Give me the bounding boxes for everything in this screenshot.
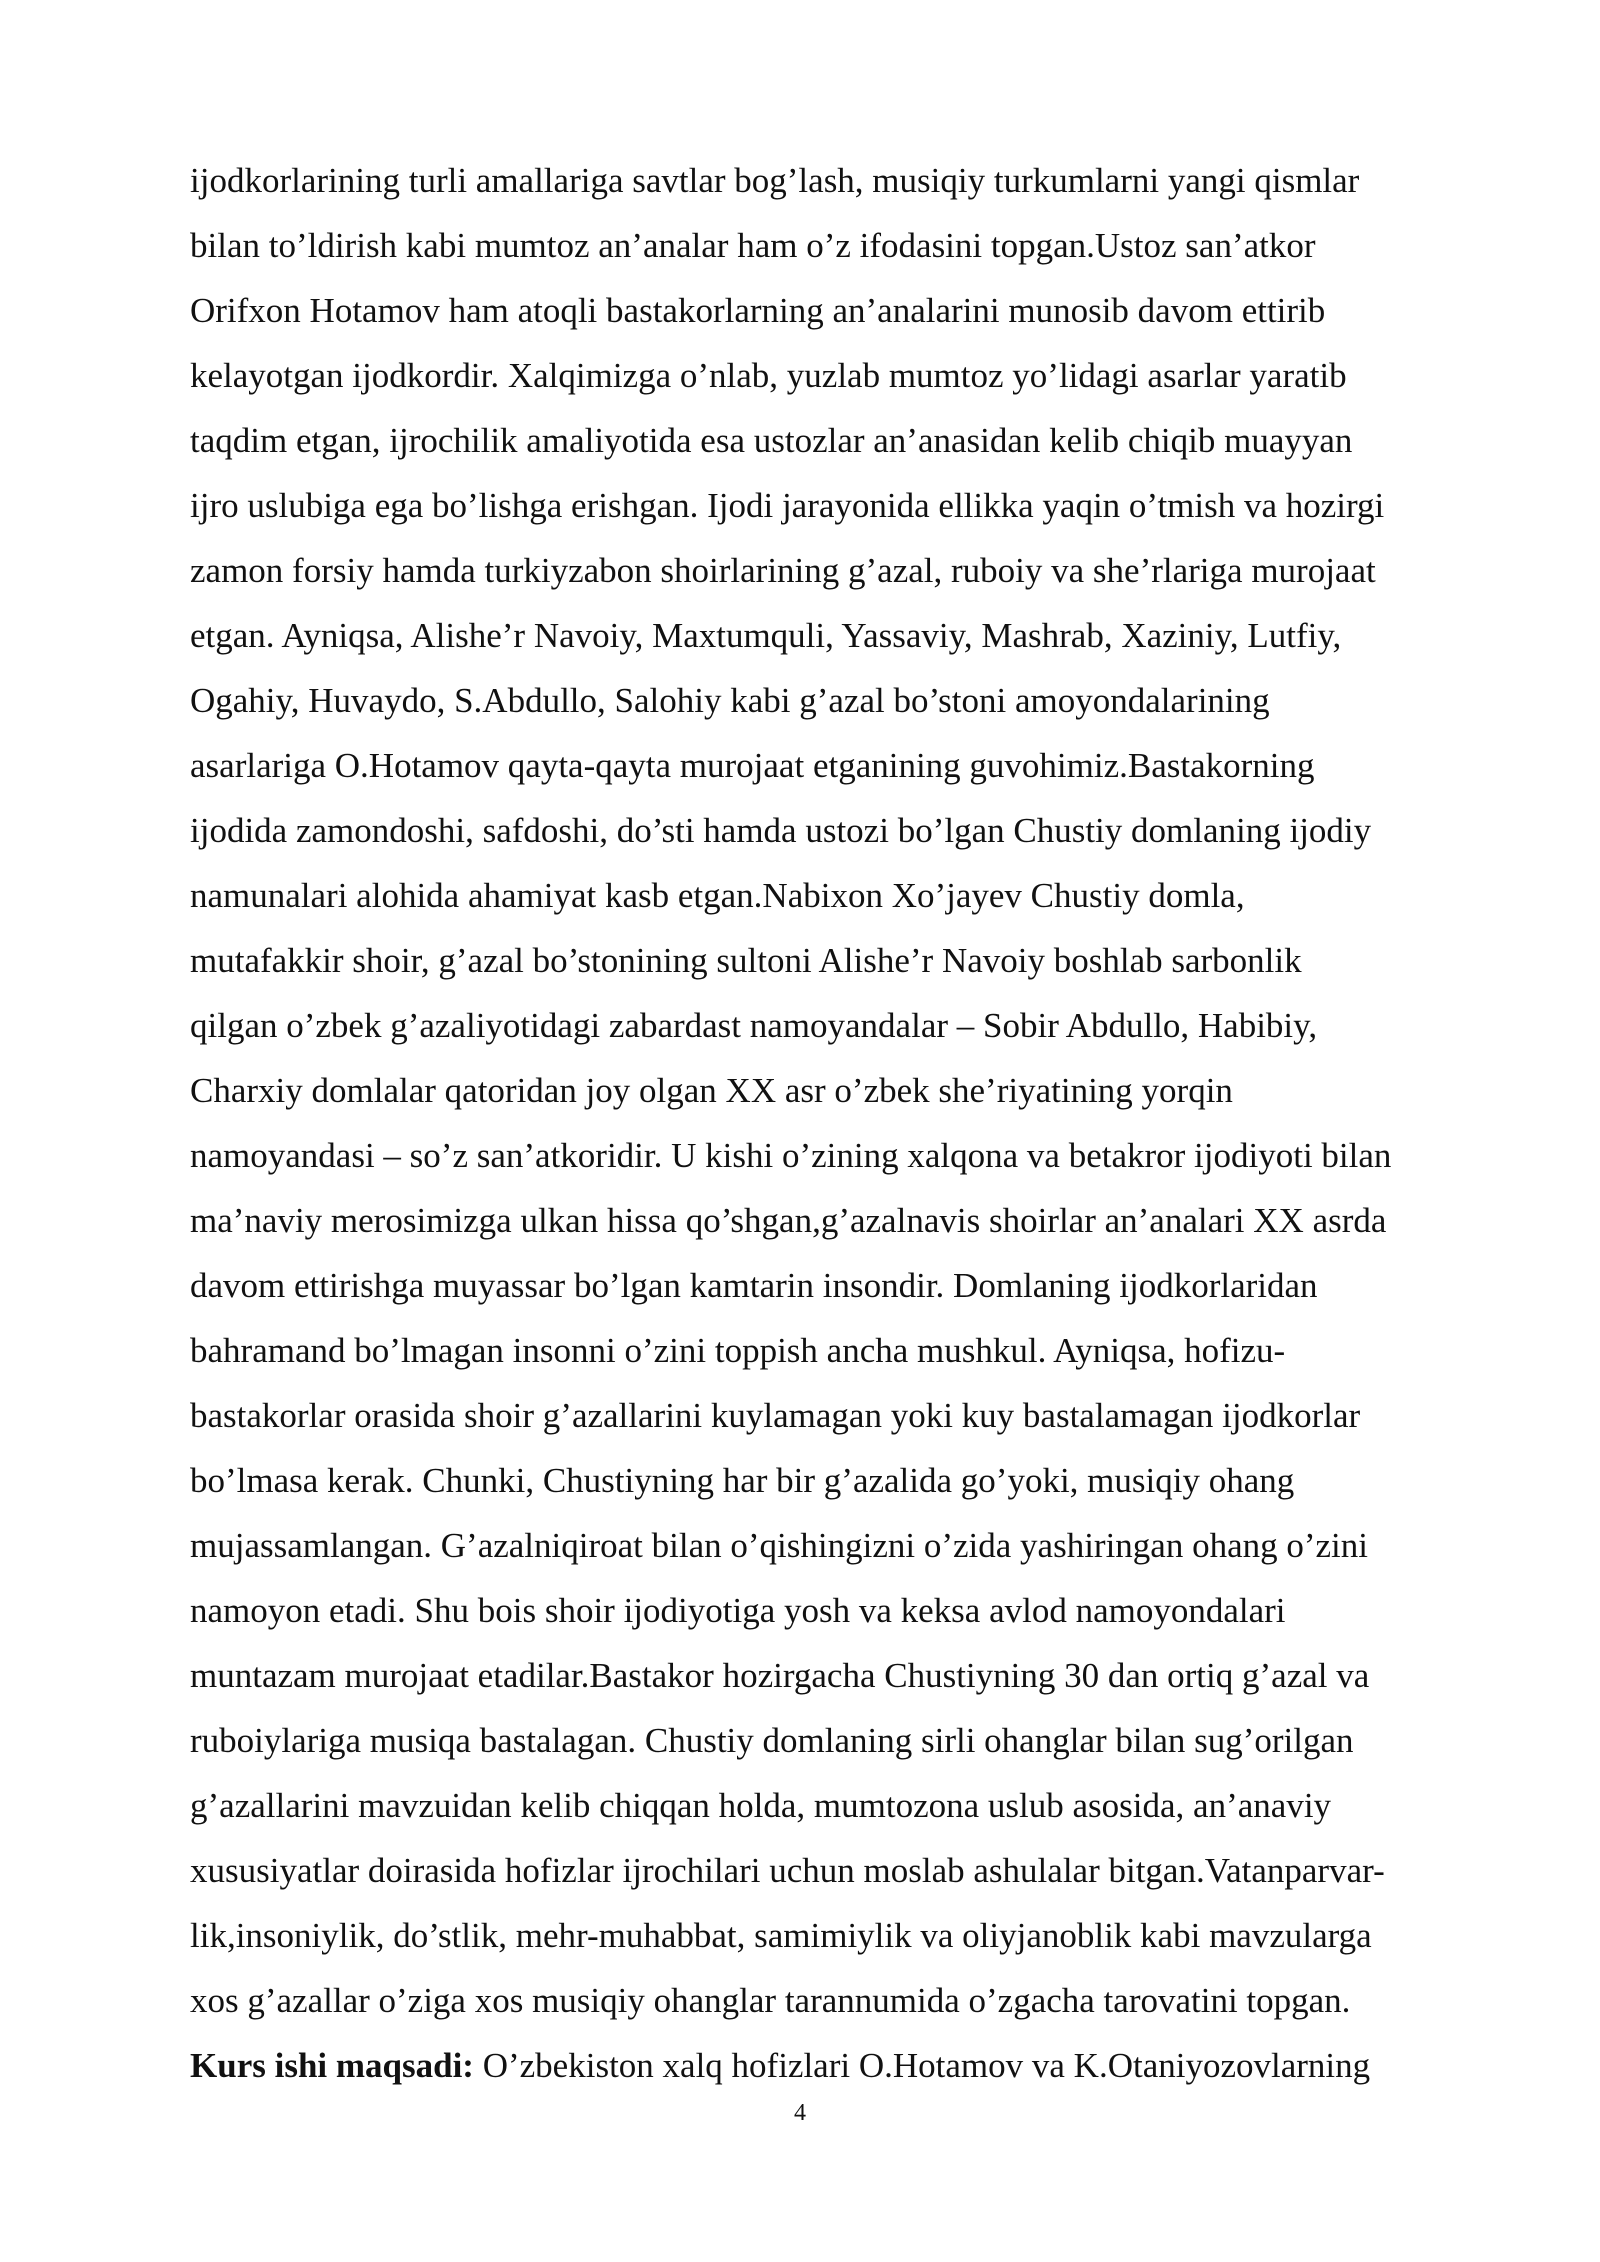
text-line-11: ijodida zamondoshi, safdoshi, do’sti hamda ustozi bo’lgan Chustiy domlaning ijodiy [190,811,1372,850]
text-line-28: lik,insoniylik, do’stlik, mehr-muhabbat, samimiylik va oliyjanoblik kabi mavzularga [190,1916,1372,1955]
text-line-26: g’azallarini mavzuidan kelib chiqqan holda, mumtozona uslub asosida, an’anaviy [190,1786,1332,1825]
text-line-22: mujassamlangan. G’azalniqiroat bilan o’qishingizni o’zida yashiringan ohang o’zini [190,1526,1369,1565]
page-number: 4 [794,2100,806,2126]
text-line-27: xususiyatlar doirasida hofizlar ijrochilari uchun moslab ashulalar bitgan.Vatanparvar- [190,1851,1385,1890]
text-line-7: zamon forsiy hamda turkiyzabon shoirlarining g’azal, ruboiy va she’rlariga murojaat [190,551,1376,590]
text-line-29: xos g’azallar o’ziga xos musiqiy ohanglar tarannumida o’zgacha tarovatini topgan. [190,1981,1351,2020]
text-line-3: Orifxon Hotamov ham atoqli bastakorlarning an’analarini munosib davom ettirib [190,291,1326,330]
course-goal-label: Kurs ishi maqsadi: [190,2046,474,2085]
text-line-30 [190,2033,1490,2098]
text-line-19: bahramand bo’lmagan insonni o’zini toppish ancha mushkul. Ayniqsa, hofizu- [190,1331,1286,1370]
text-line-8: etgan. Ayniqsa, Alishe’r Navoiy, Maxtumquli, Yassaviy, Mashrab, Xaziniy, Lutfiy, [190,616,1342,655]
text-line-6: ijro uslubiga ega bo’lishga erishgan. Ijodi jarayonida ellikka yaqin o’tmish va hozirgi [190,486,1385,525]
text-line-1: ijodkorlarining turli amallariga savtlar bog’lash, musiqiy turkumlarni yangi qismlar [190,161,1360,200]
text-line-15: Charxiy domlalar qatoridan joy olgan XX asr o’zbek she’riyatining yorqin [190,1071,1233,1110]
text-line-21: bo’lmasa kerak. Chunki, Chustiyning har bir g’azalida go’yoki, musiqiy ohang [190,1461,1295,1500]
text-line-14: qilgan o’zbek g’azaliyotidagi zabardast namoyandalar – Sobir Abdullo, Habibiy, [190,1006,1318,1045]
text-line-5: taqdim etgan, ijrochilik amaliyotida esa ustozlar an’anasidan kelib chiqib muayyan [190,421,1353,460]
text-line-12: namunalari alohida ahamiyat kasb etgan.Nabixon Xo’jayev Chustiy domla, [190,876,1245,915]
text-line-16: namoyandasi – so’z san’atkoridir. U kishi o’zining xalqona va betakror ijodiyoti bilan [190,1136,1392,1175]
text-line-24: muntazam murojaat etadilar.Bastakor hozirgacha Chustiyning 30 dan ortiq g’azal va [190,1656,1370,1695]
text-line-2: bilan to’ldirish kabi mumtoz an’analar ham o’z ifodasini topgan.Ustoz san’atkor [190,226,1316,265]
text-line-23: namoyon etadi. Shu bois shoir ijodiyotiga yosh va keksa avlod namoyondalari [190,1591,1286,1630]
text-line-4: kelayotgan ijodkordir. Xalqimizga o’nlab, yuzlab mumtoz yo’lidagi asarlar yaratib [190,356,1347,395]
text-line-18: davom ettirishga muyassar bo’lgan kamtarin insondir. Domlaning ijodkorlaridan [190,1266,1318,1305]
text-line-9: Ogahiy, Huvaydo, S.Abdullo, Salohiy kabi g’azal bo’stoni amoyondalarining [190,681,1270,720]
body-text [190,148,1490,2098]
text-line-25: ruboiylariga musiqa bastalagan. Chustiy domlaning sirli ohanglar bilan sug’orilgan [190,1721,1354,1760]
text-line-13: mutafakkir shoir, g’azal bo’stonining sultoni Alishe’r Navoiy boshlab sarbonlik [190,941,1302,980]
text-line-20: bastakorlar orasida shoir g’azallarini kuylamagan yoki kuy bastalamagan ijodkorlar [190,1396,1361,1435]
text-line-10: asarlariga O.Hotamov qayta-qayta murojaat etganining guvohimiz.Bastakorning [190,746,1315,785]
course-goal-text: O’zbekiston xalq hofizlari O.Hotamov va K.Otaniyozovlarning [473,2046,1371,2085]
text-line-17: ma’naviy merosimizga ulkan hissa qo’shgan,g’azalnavis shoirlar an’analari XX asrda [190,1201,1387,1240]
